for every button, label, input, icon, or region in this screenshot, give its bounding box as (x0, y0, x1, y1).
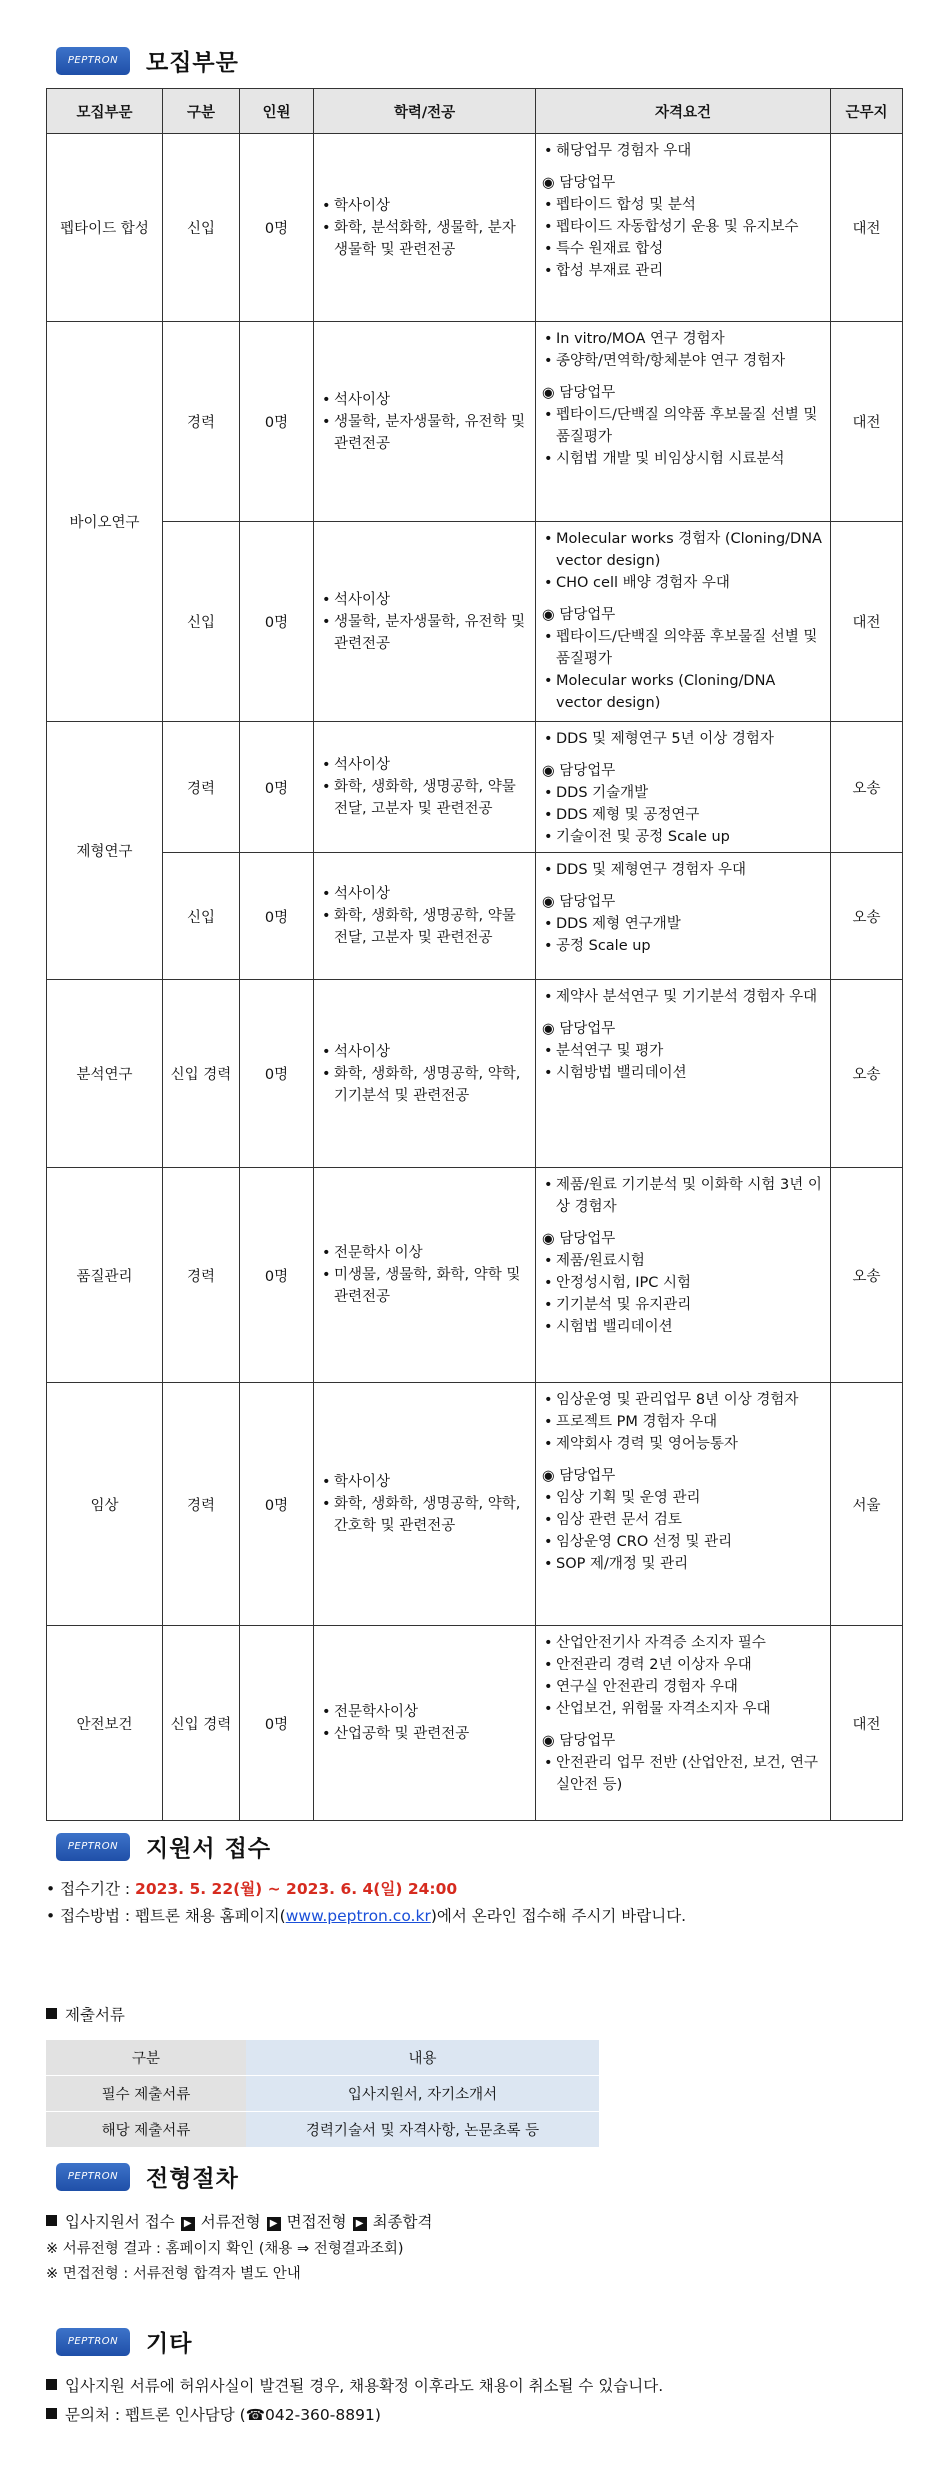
etc-title: 기타 (146, 2331, 193, 2357)
location-cell: 대전 (831, 322, 903, 522)
header-type: 구분 (163, 89, 240, 134)
documents-row-type: 해당 제출서류 (46, 2112, 246, 2148)
arrow-right-icon: ▶ (353, 2217, 367, 2231)
count-cell: 0명 (240, 522, 314, 722)
qualification-cell (536, 1383, 831, 1626)
documents-row-content: 경력기술서 및 자격사항, 논문초록 등 (246, 2112, 599, 2148)
qualification-cell (536, 1626, 831, 1821)
qualification-list (542, 986, 824, 1084)
duty-label: ◉ 담당업무 (542, 175, 616, 191)
spacer (542, 594, 824, 604)
education-item: • 미생물, 생물학, 화학, 약학 및 관련전공 (320, 1264, 529, 1308)
education-item: • 화학, 생화학, 생명공학, 약물전달, 고분자 및 관련전공 (320, 776, 529, 820)
peptron-logo: PEPTRON (56, 2328, 130, 2356)
type-cell: 신입 (163, 522, 240, 722)
spacer (542, 1455, 824, 1465)
etc-item (46, 2403, 381, 2427)
duty-label: ◉ 담당업무 (542, 1468, 616, 1484)
education-list (320, 883, 529, 949)
qualification-item: • 종양학/면역학/항체분야 연구 경험자 (542, 350, 824, 372)
duty-label: ◉ 담당업무 (542, 1231, 616, 1247)
location-cell: 오송 (831, 1168, 903, 1383)
qualification-item: • 프로젝트 PM 경험자 우대 (542, 1411, 824, 1433)
apply-period-value: 2023. 5. 22(월) ~ 2023. 6. 4(일) 24:00 (135, 1880, 458, 1898)
duty-item: • 임상 관련 문서 검토 (542, 1509, 824, 1531)
qualification-cell (536, 853, 831, 980)
education-item: • 생물학, 분자생물학, 유전학 및 관련전공 (320, 411, 529, 455)
education-item: • 전문학사 이상 (320, 1242, 529, 1264)
dept-cell: 안전보건 (47, 1626, 163, 1821)
dept-cell: 펩타이드 합성 (47, 134, 163, 322)
count-cell: 0명 (240, 134, 314, 322)
arrow-right-icon: ▶ (267, 2217, 281, 2231)
duty-item: • 펩타이드/단백질 의약품 후보물질 선별 및 품질평가 (542, 626, 824, 670)
arrow-right-icon: ▶ (181, 2217, 195, 2231)
recruit-row (47, 1383, 903, 1626)
process-step: 최종합격 (372, 2213, 433, 2231)
recruit-row (47, 853, 903, 980)
apply-method-label: 접수방법 : 펩트론 채용 홈페이지( (60, 1907, 286, 1925)
process-title: 전형절차 (146, 2166, 239, 2192)
documents-title: 제출서류 (65, 2006, 125, 2024)
documents-table (46, 2040, 599, 2148)
spacer (542, 750, 824, 760)
duty-item: • 임상운영 CRO 선정 및 관리 (542, 1531, 824, 1553)
process-step: 입사지원서 접수 (65, 2213, 175, 2231)
duty-label: ◉ 담당업무 (542, 385, 616, 401)
qualification-item: • 제약회사 경력 및 영어능통자 (542, 1433, 824, 1455)
etc-item-text: 입사지원 서류에 허위사실이 발견될 경우, 채용확정 이후라도 채용이 취소될 수 있습니다. (65, 2377, 664, 2395)
location-cell: 오송 (831, 980, 903, 1168)
qualification-item: • DDS 및 제형연구 5년 이상 경험자 (542, 728, 824, 750)
recruit-row (47, 134, 903, 322)
dept-cell: 품질관리 (47, 1168, 163, 1383)
duty-item: • 기기분석 및 유지관리 (542, 1294, 824, 1316)
qualification-list (542, 728, 824, 848)
documents-heading (46, 2003, 125, 2027)
qualification-cell (536, 1168, 831, 1383)
education-cell (314, 980, 536, 1168)
location-cell: 오송 (831, 722, 903, 853)
duty-item: • 제품/원료시험 (542, 1250, 824, 1272)
apply-method: • 접수방법 : 펩트론 채용 홈페이지(www.peptron.co.kr)에서 온라인 접수해 주시기 바랍니다. (46, 1907, 687, 1925)
header-qualification: 자격요건 (536, 89, 831, 134)
location-cell: 대전 (831, 1626, 903, 1821)
qualification-item: • 제약사 분석연구 및 기기분석 경험자 우대 (542, 986, 824, 1008)
documents-header-type: 구분 (46, 2040, 246, 2076)
duty-item: • 공정 Scale up (542, 935, 824, 957)
spacer (542, 881, 824, 891)
process-step: 서류전형 (200, 2213, 261, 2231)
education-list (320, 1242, 529, 1308)
recruit-section-header (56, 44, 239, 77)
qualification-item: • 산업보건, 위험물 자격소지자 우대 (542, 1698, 824, 1720)
type-cell: 경력 (163, 1168, 240, 1383)
duty-item: • 특수 원재료 합성 (542, 238, 824, 260)
dept-cell: 제형연구 (47, 722, 163, 980)
header-dept: 모집부문 (47, 89, 163, 134)
education-item: • 석사이상 (320, 883, 529, 905)
duty-item: • 합성 부재료 관리 (542, 260, 824, 282)
education-item: • 화학, 분석화학, 생물학, 분자생물학 및 관련전공 (320, 217, 529, 261)
education-item: • 산업공학 및 관련전공 (320, 1723, 529, 1745)
type-cell: 경력 (163, 322, 240, 522)
qualification-item: • CHO cell 배양 경험자 우대 (542, 572, 824, 594)
duty-label: ◉ 담당업무 (542, 763, 616, 779)
apply-section-header (56, 1830, 271, 1863)
type-cell: 경력 (163, 1383, 240, 1626)
process-note: ※ 서류전형 결과 : 홈페이지 확인 (채용 ⇒ 전형결과조회) (46, 2241, 404, 2257)
education-cell (314, 1383, 536, 1626)
recruit-row (47, 1626, 903, 1821)
qualification-list (542, 1632, 824, 1796)
duty-item: • 시험법 밸리데이션 (542, 1316, 824, 1338)
duty-label: ◉ 담당업무 (542, 1733, 616, 1749)
qualification-cell (536, 722, 831, 853)
peptron-logo: PEPTRON (56, 47, 130, 75)
count-cell: 0명 (240, 322, 314, 522)
education-cell (314, 322, 536, 522)
education-item: • 전문학사이상 (320, 1701, 529, 1723)
spacer (542, 162, 824, 172)
recruit-row (47, 722, 903, 853)
duty-item: • SOP 제/개정 및 관리 (542, 1553, 824, 1575)
location-cell: 오송 (831, 853, 903, 980)
qualification-item: • Molecular works 경험자 (Cloning/DNA vector design) (542, 528, 824, 572)
etc-section-header (56, 2325, 192, 2358)
education-list (320, 1701, 529, 1745)
education-item: • 석사이상 (320, 1041, 529, 1063)
duty-item: • DDS 제형 및 공정연구 (542, 804, 824, 826)
education-cell (314, 853, 536, 980)
recruit-row (47, 322, 903, 522)
qualification-list (542, 528, 824, 714)
education-cell (314, 1626, 536, 1821)
count-cell: 0명 (240, 1168, 314, 1383)
education-item: • 생물학, 분자생물학, 유전학 및 관련전공 (320, 611, 529, 655)
spacer (542, 1218, 824, 1228)
education-item: • 학사이상 (320, 195, 529, 217)
qualification-cell (536, 522, 831, 722)
count-cell: 0명 (240, 1383, 314, 1626)
education-item: • 석사이상 (320, 589, 529, 611)
qualification-list (542, 140, 824, 282)
qualification-list (542, 859, 824, 957)
peptron-logo: PEPTRON (56, 1833, 130, 1861)
type-cell: 신입 경력 (163, 980, 240, 1168)
duty-item: • 기술이전 및 공정 Scale up (542, 826, 824, 848)
education-item: • 석사이상 (320, 389, 529, 411)
type-cell: 신입 (163, 853, 240, 980)
square-bullet-icon (46, 2215, 57, 2226)
qualification-list (542, 1174, 824, 1338)
qualification-item: • 연구실 안전관리 경험자 우대 (542, 1676, 824, 1698)
education-list (320, 195, 529, 261)
spacer (542, 1720, 824, 1730)
homepage-link[interactable]: www.peptron.co.kr (285, 1907, 431, 1925)
apply-title: 지원서 접수 (146, 1836, 272, 1862)
process-section-header (56, 2160, 239, 2193)
qualification-list (542, 1389, 824, 1575)
recruit-row (47, 1168, 903, 1383)
count-cell: 0명 (240, 1626, 314, 1821)
qualification-item: • DDS 및 제형연구 경험자 우대 (542, 859, 824, 881)
education-list (320, 389, 529, 455)
qualification-cell (536, 980, 831, 1168)
dept-cell: 분석연구 (47, 980, 163, 1168)
type-cell: 경력 (163, 722, 240, 853)
education-list (320, 1041, 529, 1107)
duty-item: • 안전관리 업무 전반 (산업안전, 보건, 연구실안전 등) (542, 1752, 824, 1796)
education-list (320, 589, 529, 655)
spacer (542, 372, 824, 382)
spacer (542, 1008, 824, 1018)
qualification-item: • 제품/원료 기기분석 및 이화학 시험 3년 이상 경험자 (542, 1174, 824, 1218)
education-item: • 화학, 생화학, 생명공학, 약학, 간호학 및 관련전공 (320, 1493, 529, 1537)
apply-method-suffix: )에서 온라인 접수해 주시기 바랍니다. (430, 1907, 687, 1925)
etc-item-text: 문의처 : 펩트론 인사담당 (☎042-360-8891) (65, 2406, 381, 2424)
qualification-item: • In vitro/MOA 연구 경험자 (542, 328, 824, 350)
process-step: 면접전형 (286, 2213, 347, 2231)
apply-period: • 접수기간 : 2023. 5. 22(월) ~ 2023. 6. 4(일) 24:00 (46, 1880, 458, 1898)
duty-item: • Molecular works (Cloning/DNA vector design) (542, 670, 824, 714)
square-bullet-icon (46, 2008, 57, 2019)
apply-period-label: 접수기간 : (60, 1880, 136, 1898)
recruit-row (47, 980, 903, 1168)
square-bullet-icon (46, 2408, 57, 2419)
duty-item: • DDS 기술개발 (542, 782, 824, 804)
duty-item: • 안정성시험, IPC 시험 (542, 1272, 824, 1294)
dept-cell: 임상 (47, 1383, 163, 1626)
documents-row-content: 입사지원서, 자기소개서 (246, 2076, 599, 2112)
qualification-item: • 임상운영 및 관리업무 8년 이상 경험자 (542, 1389, 824, 1411)
location-cell: 대전 (831, 134, 903, 322)
duty-item: • 분석연구 및 평가 (542, 1040, 824, 1062)
header-location: 근무지 (831, 89, 903, 134)
duty-item: • 펩타이드 합성 및 분석 (542, 194, 824, 216)
education-cell (314, 522, 536, 722)
process-note: ※ 면접전형 : 서류전형 합격자 별도 안내 (46, 2266, 301, 2282)
process-steps (46, 2210, 432, 2234)
recruit-table (46, 88, 903, 1821)
location-cell: 대전 (831, 522, 903, 722)
education-cell (314, 1168, 536, 1383)
qualification-item: • 해당업무 경험자 우대 (542, 140, 824, 162)
duty-label: ◉ 담당업무 (542, 607, 616, 623)
qualification-list (542, 328, 824, 470)
recruit-title: 모집부문 (146, 50, 239, 76)
duty-label: ◉ 담당업무 (542, 1021, 616, 1037)
qualification-item: • 산업안전기사 자격증 소지자 필수 (542, 1632, 824, 1654)
duty-item: • 시험법 개발 및 비임상시험 시료분석 (542, 448, 824, 470)
count-cell: 0명 (240, 853, 314, 980)
education-list (320, 1471, 529, 1537)
education-cell (314, 134, 536, 322)
etc-item (46, 2374, 663, 2398)
education-list (320, 754, 529, 820)
duty-item: • 임상 기획 및 운영 관리 (542, 1487, 824, 1509)
dept-cell: 바이오연구 (47, 322, 163, 722)
header-count: 인원 (240, 89, 314, 134)
documents-row-type: 필수 제출서류 (46, 2076, 246, 2112)
count-cell: 0명 (240, 722, 314, 853)
duty-item: • 펩타이드 자동합성기 운용 및 유지보수 (542, 216, 824, 238)
education-item: • 화학, 생화학, 생명공학, 약물전달, 고분자 및 관련전공 (320, 905, 529, 949)
recruit-table-header (47, 89, 903, 134)
education-item: • 화학, 생화학, 생명공학, 약학, 기기분석 및 관련전공 (320, 1063, 529, 1107)
type-cell: 신입 경력 (163, 1626, 240, 1821)
duty-item: • DDS 제형 연구개발 (542, 913, 824, 935)
education-item: • 석사이상 (320, 754, 529, 776)
header-education: 학력/전공 (314, 89, 536, 134)
duty-item: • 펩타이드/단백질 의약품 후보물질 선별 및 품질평가 (542, 404, 824, 448)
qualification-cell (536, 322, 831, 522)
location-cell: 서울 (831, 1383, 903, 1626)
education-item: • 학사이상 (320, 1471, 529, 1493)
square-bullet-icon (46, 2379, 57, 2390)
documents-header-row (46, 2040, 599, 2076)
count-cell: 0명 (240, 980, 314, 1168)
duty-item: • 시험방법 밸리데이션 (542, 1062, 824, 1084)
education-cell (314, 722, 536, 853)
recruit-row (47, 522, 903, 722)
qualification-cell (536, 134, 831, 322)
documents-row (46, 2112, 599, 2148)
qualification-item: • 안전관리 경력 2년 이상자 우대 (542, 1654, 824, 1676)
peptron-logo: PEPTRON (56, 2163, 130, 2191)
duty-label: ◉ 담당업무 (542, 894, 616, 910)
type-cell: 신입 (163, 134, 240, 322)
documents-row (46, 2076, 599, 2112)
documents-header-content: 내용 (246, 2040, 599, 2076)
